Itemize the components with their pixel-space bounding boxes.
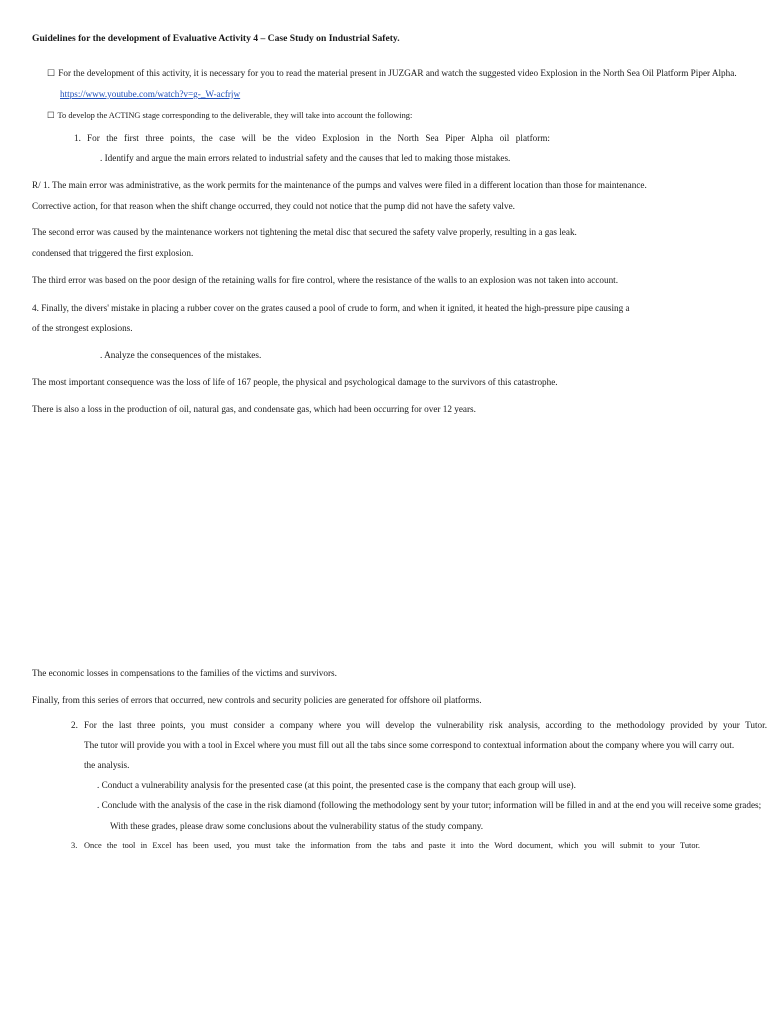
bullet-text: To develop the ACTING stage corresponding to the deliverable, they will take into account the following: [57,111,413,120]
item-1-number: 1. [74,133,81,143]
sub-conclude: . Conclude with the analysis of the case in the risk diamond (following the methodology sent by your tutor; information will be filled in and at the end you will receive some grades; [97,800,762,810]
sub-identify: . Identify and argue the main errors related to industrial safety and the causes that led to making those mistakes. [100,153,511,163]
answer-line-4: condensed that triggered the first explosion. [32,248,194,258]
sub-analyze: . Analyze the consequences of the mistakes. [100,350,262,360]
bullet-read-material [47,68,737,79]
answer-line-1: R/ 1. The main error was administrative, as the work permits for the maintenance of the pumps and valves were filed in a different location than those for maintenance. [32,180,647,190]
answer-line-6: 4. Finally, the divers' mistake in placing a rubber cover on the grates caused a pool of crude to form, and when it ignited, it heated the high-pressure pipe causing a [32,303,630,313]
consequence-line-2: There is also a loss in the production of oil, natural gas, and condensate gas, which had been occurring for over 12 years. [32,404,476,414]
consequence-line-3: The economic losses in compensations to the families of the victims and survivors. [32,668,337,678]
answer-line-5: The third error was based on the poor design of the retaining walls for fire control, where the resistance of the walls to an explosion was not taken into account. [32,275,619,285]
sub-conduct: . Conduct a vulnerability analysis for the presented case (at this point, the presented case is the company that each group will use). [97,780,576,790]
item-2-line-3: the analysis. [84,760,130,770]
item-1-text: For the first three points, the case will be the video Explosion in the North Sea Piper Alpha oil platform: [87,133,550,143]
checkbox-bullet-icon: ☐ [47,68,56,78]
bullet-acting-stage [47,111,412,121]
consequence-line-1: The most important consequence was the loss of life of 167 people, the physical and psychological damage to the survivors of this catastrophe. [32,377,558,387]
answer-line-3: The second error was caused by the maintenance workers not tightening the metal disc that secured the safety valve properly, resulting in a gas leak. [32,227,577,237]
item-2-line-1: For the last three points, you must consider a company where you will develop the vulnerability risk analysis, according to the methodology provided by your Tutor. [84,720,767,730]
answer-line-2: Corrective action, for that reason when the shift change occurred, they could not notice that the pump did not have the safety valve. [32,201,515,211]
answer-line-7: of the strongest explosions. [32,323,133,333]
video-link[interactable]: https://www.youtube.com/watch?v=g-_W-acfrjw [60,89,241,99]
item-3-text: Once the tool in Excel has been used, you must take the information from the tabs and paste it into the Word document, which you will submit to your Tutor. [84,841,700,850]
item-3-number: 3. [71,841,78,850]
sub-conclude-line-2: With these grades, please draw some conclusions about the vulnerability status of the study company. [110,821,484,831]
checkbox-bullet-icon: ☐ [47,111,55,120]
bullet-text: For the development of this activity, it is necessary for you to read the material present in JUZGAR and watch the suggested video Explosion in the North Sea Oil Platform Piper Alpha. [58,68,737,78]
consequence-line-4: Finally, from this series of errors that occurred, new controls and security policies are generated for offshore oil platforms. [32,695,482,705]
document-title: Guidelines for the development of Evaluative Activity 4 – Case Study on Industrial Safety. [32,33,400,44]
item-2-line-2: The tutor will provide you with a tool in Excel where you must fill out all the tabs since some correspond to contextual information about the company where you will carry out. [84,740,735,750]
item-2-number: 2. [71,720,78,730]
